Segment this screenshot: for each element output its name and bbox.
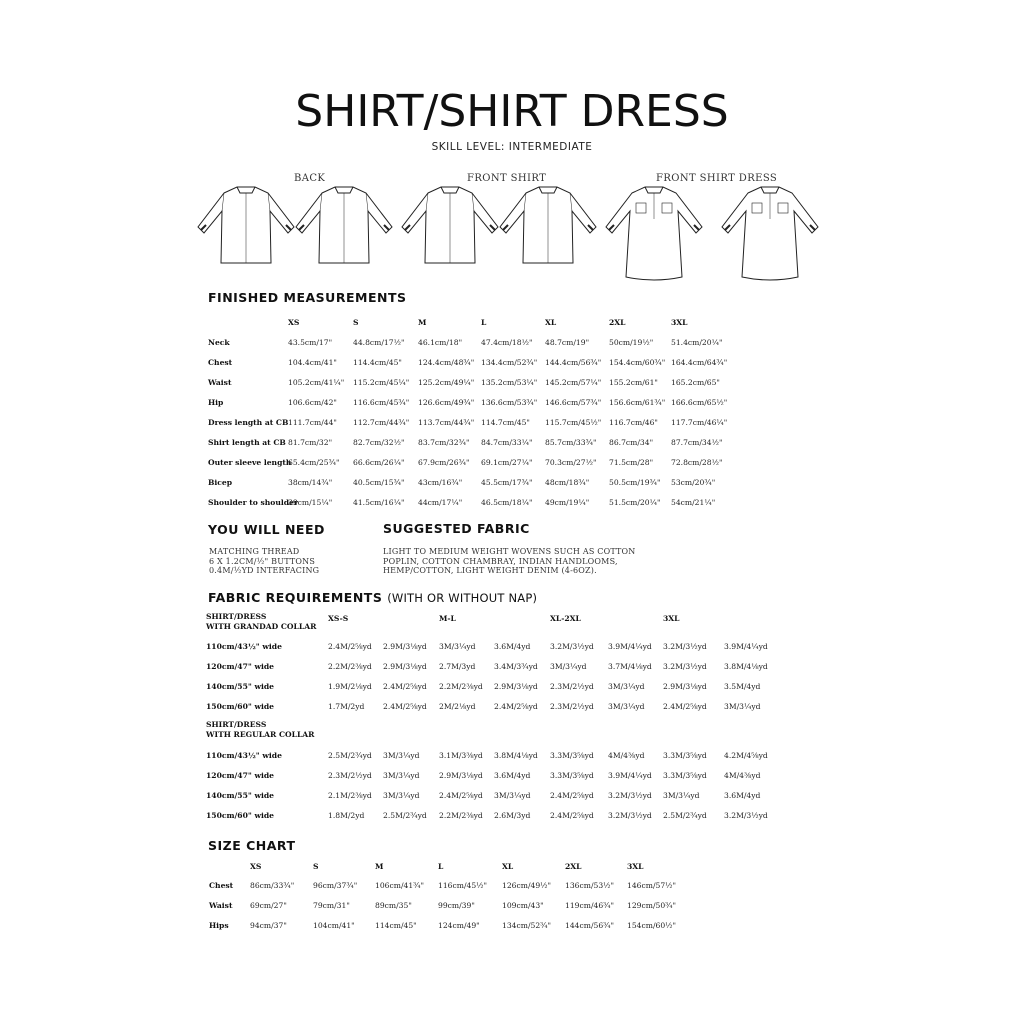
size-header: 3XL <box>671 318 688 327</box>
size-chart-heading: SIZE CHART <box>208 838 296 853</box>
caption-back: BACK <box>294 173 326 184</box>
table-cell: 38cm/14¾" <box>288 478 333 487</box>
table-cell: 1.9M/2⅛yd <box>328 682 372 691</box>
table-cell: 3M/3¼yd <box>608 682 645 691</box>
table-cell: 2.4M/2⅝yd <box>663 702 707 711</box>
table-cell: 3.9M/4¼yd <box>608 771 652 780</box>
need-item: MATCHING THREAD <box>209 547 300 556</box>
fabric-line: HEMP/COTTON, LIGHT WEIGHT DENIM (4-6OZ). <box>383 566 597 576</box>
table-cell: 4M/4⅜yd <box>724 771 761 780</box>
table-cell: 82.7cm/32½" <box>353 438 405 447</box>
table-cell: 2.2M/2⅜yd <box>439 682 483 691</box>
table-cell: 50.5cm/19¾" <box>609 478 661 487</box>
table-cell: 2.3M/2½yd <box>550 682 594 691</box>
size-header: XS <box>288 318 300 327</box>
finished-measurements-heading: FINISHED MEASUREMENTS <box>208 290 407 305</box>
table-cell: 3.8M/4⅛yd <box>724 662 768 671</box>
table-cell: 134cm/52¾" <box>502 921 552 930</box>
row-label: Shoulder to shoulder <box>208 498 298 507</box>
front-dress-2 <box>722 187 818 280</box>
table-cell: 89cm/35" <box>375 901 412 910</box>
table-cell: 114.7cm/45" <box>481 418 530 427</box>
row-label: Waist <box>209 901 233 910</box>
section-title: WITH REGULAR COLLAR <box>206 730 315 739</box>
table-cell: 104.4cm/41" <box>288 358 337 367</box>
table-cell: 3.4M/3¾yd <box>494 662 538 671</box>
table-cell: 85.7cm/33¾" <box>545 438 597 447</box>
table-cell: 114cm/45" <box>375 921 417 930</box>
table-cell: 41.5cm/16¼" <box>353 498 405 507</box>
table-cell: 114.4cm/45" <box>353 358 402 367</box>
you-will-need-heading: YOU WILL NEED <box>208 522 325 537</box>
table-cell: 136cm/53½" <box>565 881 615 890</box>
table-cell: 43.5cm/17" <box>288 338 333 347</box>
table-cell: 104cm/41" <box>313 921 355 930</box>
table-cell: 2.9M/3⅛yd <box>383 642 427 651</box>
fabric-requirements-title: FABRIC REQUIREMENTS <box>208 590 383 605</box>
table-cell: 3.9M/4¼yd <box>724 642 768 651</box>
table-cell: 144cm/56¾" <box>565 921 615 930</box>
table-cell: 45.5cm/17¾" <box>481 478 533 487</box>
section-title: SHIRT/DRESS <box>206 612 267 621</box>
page-title: SHIRT/SHIRT DRESS <box>295 86 729 137</box>
size-header: S <box>313 862 319 871</box>
table-cell: 146cm/57½" <box>627 881 677 890</box>
table-cell: 3M/3¼yd <box>383 791 420 800</box>
table-cell: 4.2M/4⅝yd <box>724 751 768 760</box>
table-cell: 44cm/17¼" <box>418 498 463 507</box>
table-cell: 116.6cm/45¾" <box>353 398 410 407</box>
table-cell: 3M/3¼yd <box>439 642 476 651</box>
table-cell: 126.6cm/49¾" <box>418 398 475 407</box>
table-cell: 2.4M/2⅝yd <box>550 811 594 820</box>
table-cell: 2.9M/3⅛yd <box>383 662 427 671</box>
row-label: Hips <box>209 921 229 930</box>
table-cell: 146.6cm/57¾" <box>545 398 602 407</box>
fabric-line: LIGHT TO MEDIUM WEIGHT WOVENS SUCH AS COTTON <box>383 547 636 556</box>
table-cell: 83.7cm/32¾" <box>418 438 470 447</box>
table-cell: 66.6cm/26¼" <box>353 458 405 467</box>
table-cell: 2.4M/2⅝yd <box>439 791 483 800</box>
table-cell: 44.8cm/17½" <box>353 338 405 347</box>
table-cell: 125.2cm/49¼" <box>418 378 475 387</box>
row-label: Bicep <box>208 478 233 487</box>
table-cell: 2.4M/2⅝yd <box>383 702 427 711</box>
table-cell: 67.9cm/26¾" <box>418 458 470 467</box>
table-cell: 117.7cm/46¼" <box>671 418 728 427</box>
table-cell: 51.5cm/20¼" <box>609 498 661 507</box>
table-cell: 2.9M/3⅛yd <box>663 682 707 691</box>
table-cell: 87.7cm/34½" <box>671 438 723 447</box>
table-cell: 3.3M/3⅝yd <box>663 751 707 760</box>
table-cell: 3.2M/3½yd <box>663 642 707 651</box>
garment-illustrations <box>188 184 838 284</box>
size-header: XS <box>250 862 262 871</box>
table-cell: 94cm/37" <box>250 921 287 930</box>
table-cell: 4M/4⅜yd <box>608 751 645 760</box>
table-cell: 106.6cm/42" <box>288 398 337 407</box>
table-cell: 47.4cm/18½" <box>481 338 533 347</box>
table-cell: 3.8M/4⅛yd <box>494 751 538 760</box>
table-cell: 129cm/50¾" <box>627 901 677 910</box>
table-cell: 105.2cm/41¼" <box>288 378 345 387</box>
table-cell: 115.2cm/45¼" <box>353 378 410 387</box>
caption-front-shirt: FRONT SHIRT <box>467 173 547 184</box>
table-cell: 50cm/19½" <box>609 338 654 347</box>
table-cell: 3.3M/3⅝yd <box>550 771 594 780</box>
table-cell: 96cm/37¾" <box>313 881 358 890</box>
table-cell: 2.6M/3yd <box>494 811 531 820</box>
table-cell: 2.5M/2¾yd <box>383 811 427 820</box>
table-cell: 3.9M/4¼yd <box>608 642 652 651</box>
row-label: Neck <box>208 338 230 347</box>
size-header: 3XL <box>627 862 644 871</box>
section-title: SHIRT/DRESS <box>206 720 267 729</box>
table-cell: 48.7cm/19" <box>545 338 590 347</box>
table-cell: 54cm/21¼" <box>671 498 716 507</box>
table-cell: 3.2M/3½yd <box>550 642 594 651</box>
table-cell: 3M/3¼yd <box>724 702 761 711</box>
size-group-header: 3XL <box>663 614 680 623</box>
table-cell: 3.1M/3⅜yd <box>439 751 483 760</box>
table-cell: 48cm/18¾" <box>545 478 590 487</box>
row-label: 150cm/60" wide <box>206 702 275 711</box>
row-label: 110cm/43½" wide <box>206 642 282 651</box>
table-cell: 2.5M/2¾yd <box>663 811 707 820</box>
front-shirt-2 <box>500 187 596 263</box>
table-cell: 86cm/33¾" <box>250 881 295 890</box>
table-cell: 3.2M/3½yd <box>608 791 652 800</box>
table-cell: 109cm/43" <box>502 901 544 910</box>
table-cell: 154.4cm/60¾" <box>609 358 666 367</box>
table-cell: 111.7cm/44" <box>288 418 337 427</box>
table-cell: 134.4cm/52¾" <box>481 358 538 367</box>
table-cell: 3.6M/4yd <box>494 642 531 651</box>
table-cell: 40.5cm/15¾" <box>353 478 405 487</box>
row-label: 140cm/55" wide <box>206 791 275 800</box>
table-cell: 81.7cm/32" <box>288 438 333 447</box>
table-cell: 124cm/49" <box>438 921 480 930</box>
caption-front-shirt-dress: FRONT SHIRT DRESS <box>656 173 778 184</box>
table-cell: 2.3M/2½yd <box>328 771 372 780</box>
table-cell: 2.4M/2⅝yd <box>383 682 427 691</box>
table-cell: 49cm/19¼" <box>545 498 590 507</box>
table-cell: 2.5M/2¾yd <box>328 751 372 760</box>
row-label: Chest <box>209 881 234 890</box>
table-cell: 3.7M/4⅛yd <box>608 662 652 671</box>
table-cell: 51.4cm/20¼" <box>671 338 723 347</box>
skill-level: SKILL LEVEL: INTERMEDIATE <box>431 141 593 153</box>
table-cell: 144.4cm/56¾" <box>545 358 602 367</box>
row-label: Hip <box>208 398 224 407</box>
table-cell: 135.2cm/53¼" <box>481 378 538 387</box>
size-header: 2XL <box>565 862 582 871</box>
table-cell: 2.3M/2½yd <box>550 702 594 711</box>
you-will-need-list <box>209 547 319 576</box>
table-cell: 2.2M/2⅜yd <box>328 662 372 671</box>
table-cell: 116.7cm/46" <box>609 418 658 427</box>
size-header: L <box>481 318 487 327</box>
table-cell: 119cm/46¾" <box>565 901 615 910</box>
back-shirt-1 <box>198 187 294 263</box>
table-cell: 3.5M/4yd <box>724 682 761 691</box>
table-cell: 2.9M/3⅛yd <box>494 682 538 691</box>
fabric-requirements-subtitle: (WITH OR WITHOUT NAP) <box>387 591 538 605</box>
size-header: 2XL <box>609 318 626 327</box>
row-label: 120cm/47" wide <box>206 662 275 671</box>
suggested-fabric-heading: SUGGESTED FABRIC <box>383 521 530 536</box>
row-label: Outer sleeve length <box>208 458 292 467</box>
fabric-requirements-heading <box>208 590 537 605</box>
need-item: 0.4M/½YD INTERFACING <box>209 566 320 576</box>
table-cell: 65.4cm/25¾" <box>288 458 340 467</box>
row-label: 140cm/55" wide <box>206 682 275 691</box>
size-group-header: XL-2XL <box>550 614 581 623</box>
table-cell: 2.4M/2⅝yd <box>550 791 594 800</box>
row-label: 150cm/60" wide <box>206 811 275 820</box>
row-label: 120cm/47" wide <box>206 771 275 780</box>
table-cell: 86.7cm/34" <box>609 438 654 447</box>
table-cell: 106cm/41¾" <box>375 881 425 890</box>
size-group-header: XS-S <box>328 614 349 623</box>
table-cell: 69.1cm/27¼" <box>481 458 533 467</box>
table-cell: 113.7cm/44¾" <box>418 418 475 427</box>
back-shirt-2 <box>296 187 392 263</box>
table-cell: 46.5cm/18¼" <box>481 498 533 507</box>
table-cell: 3.2M/3½yd <box>724 811 768 820</box>
section-title: WITH GRANDAD COLLAR <box>206 622 317 631</box>
table-cell: 3M/3¼yd <box>550 662 587 671</box>
suggested-fabric-text <box>383 547 636 576</box>
table-cell: 2.4M/2⅝yd <box>494 702 538 711</box>
table-cell: 99cm/39" <box>438 901 475 910</box>
size-header: M <box>375 862 384 871</box>
table-cell: 112.7cm/44¾" <box>353 418 410 427</box>
need-item: 6 X 1.2CM/½" BUTTONS <box>209 556 316 566</box>
table-cell: 3M/3¼yd <box>383 771 420 780</box>
table-cell: 3.6M/4yd <box>724 791 761 800</box>
table-cell: 2.1M/2⅜yd <box>328 791 372 800</box>
table-cell: 3M/3¼yd <box>663 791 700 800</box>
table-cell: 155.2cm/61" <box>609 378 658 387</box>
row-label: Dress length at CB <box>208 418 289 427</box>
table-cell: 164.4cm/64¾" <box>671 358 728 367</box>
table-cell: 166.6cm/65½" <box>671 398 728 407</box>
row-label: 110cm/43½" wide <box>206 751 282 760</box>
table-cell: 154cm/60½" <box>627 921 677 930</box>
row-label: Waist <box>208 378 232 387</box>
table-cell: 2.4M/2⅝yd <box>328 642 372 651</box>
table-cell: 1.7M/2yd <box>328 702 365 711</box>
table-cell: 43cm/16¾" <box>418 478 463 487</box>
table-cell: 115.7cm/45½" <box>545 418 602 427</box>
size-header: XL <box>502 862 514 871</box>
table-cell: 116cm/45½" <box>438 881 488 890</box>
table-cell: 53cm/20¾" <box>671 478 716 487</box>
table-cell: 3.3M/3⅝yd <box>663 771 707 780</box>
table-cell: 46.1cm/18" <box>418 338 463 347</box>
table-cell: 71.5cm/28" <box>609 458 654 467</box>
table-cell: 72.8cm/28½" <box>671 458 723 467</box>
table-cell: 3M/3¼yd <box>608 702 645 711</box>
size-header: L <box>438 862 444 871</box>
table-cell: 3.2M/3½yd <box>608 811 652 820</box>
table-cell: 39cm/15¼" <box>288 498 333 507</box>
front-shirt-1 <box>402 187 498 263</box>
table-cell: 2.9M/3⅛yd <box>439 771 483 780</box>
table-cell: 69cm/27" <box>250 901 287 910</box>
table-cell: 3.2M/3½yd <box>663 662 707 671</box>
table-cell: 2.7M/3yd <box>439 662 476 671</box>
table-cell: 2M/2⅛yd <box>439 702 476 711</box>
table-cell: 3.6M/4yd <box>494 771 531 780</box>
table-cell: 145.2cm/57¼" <box>545 378 602 387</box>
table-cell: 3.3M/3⅝yd <box>550 751 594 760</box>
table-cell: 2.2M/2⅜yd <box>439 811 483 820</box>
table-cell: 126cm/49½" <box>502 881 552 890</box>
row-label: Chest <box>208 358 233 367</box>
size-header: S <box>353 318 359 327</box>
table-cell: 79cm/31" <box>313 901 350 910</box>
table-cell: 165.2cm/65" <box>671 378 720 387</box>
table-cell: 124.4cm/48¾" <box>418 358 475 367</box>
table-cell: 136.6cm/53¾" <box>481 398 538 407</box>
size-header: M <box>418 318 427 327</box>
row-label: Shirt length at CB <box>208 438 286 447</box>
size-header: XL <box>545 318 557 327</box>
table-cell: 84.7cm/33¼" <box>481 438 533 447</box>
table-cell: 156.6cm/61¾" <box>609 398 666 407</box>
table-cell: 70.3cm/27½" <box>545 458 597 467</box>
table-cell: 3M/3¼yd <box>383 751 420 760</box>
fabric-line: POPLIN, COTTON CHAMBRAY, INDIAN HANDLOOMS, <box>383 556 618 566</box>
size-group-header: M-L <box>439 614 456 623</box>
table-cell: 3M/3¼yd <box>494 791 531 800</box>
front-dress-1 <box>606 187 702 280</box>
table-cell: 1.8M/2yd <box>328 811 365 820</box>
